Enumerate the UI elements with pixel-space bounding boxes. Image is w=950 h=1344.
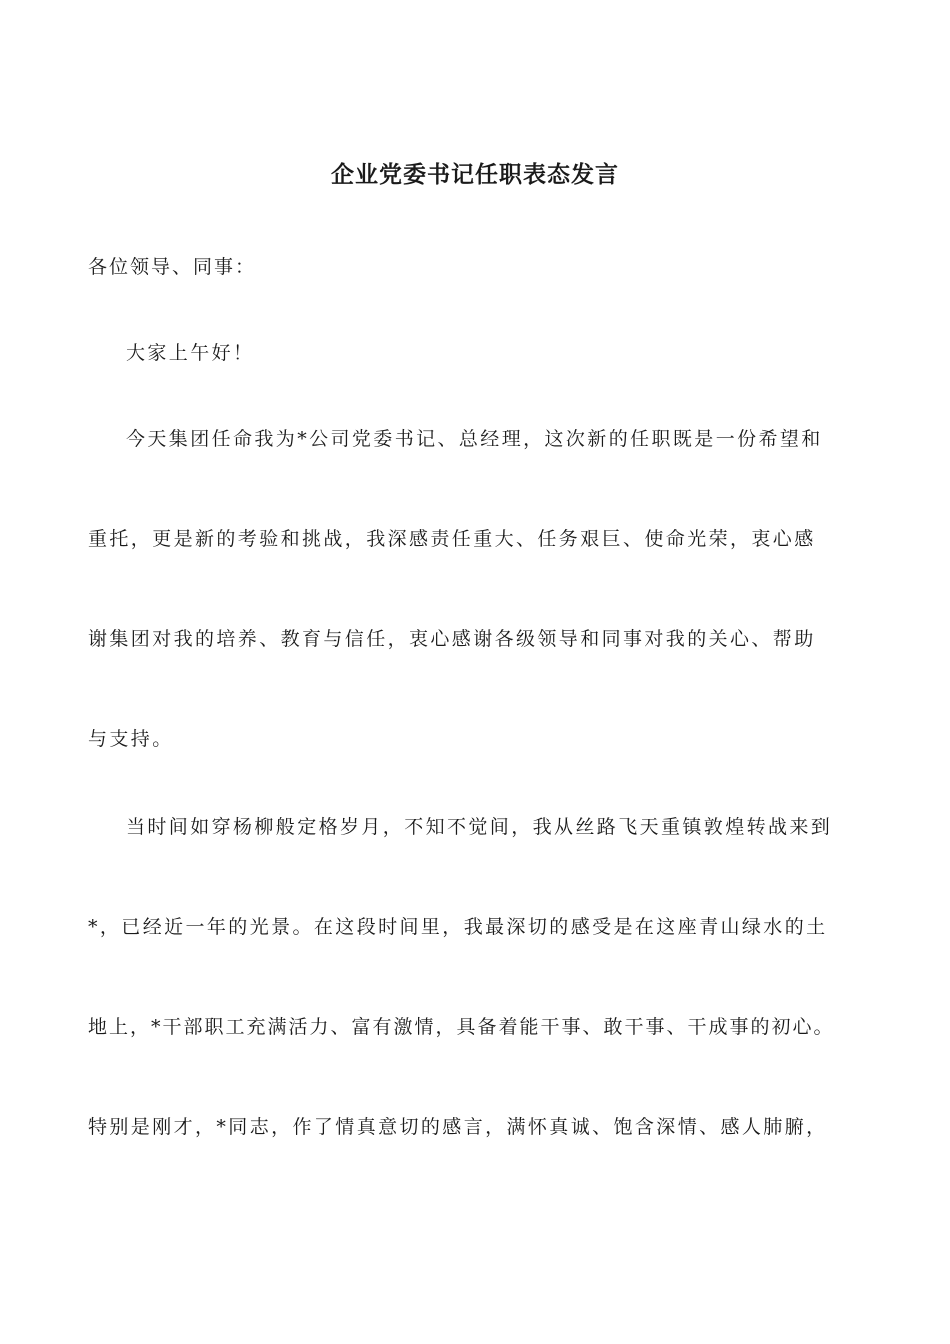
paragraph-line: 今天集团任命我为*公司党委书记、总经理，这次新的任职既是一份希望和 — [126, 428, 823, 450]
paragraph-line: *，已经近一年的光景。在这段时间里，我最深切的感受是在这座青山绿水的土 — [88, 916, 828, 938]
paragraph-line: 当时间如穿杨柳般定格岁月，不知不觉间，我从丝路飞天重镇敦煌转战来到 — [126, 816, 833, 838]
paragraph-line: 地上，*干部职工充满活力、富有激情，具备着能干事、敢干事、干成事的初心。 — [88, 1016, 835, 1038]
paragraph-line: 与支持。 — [88, 728, 174, 750]
salutation: 各位领导、同事： — [88, 256, 257, 278]
paragraph-line: 重托，更是新的考验和挑战，我深感责任重大、任务艰巨、使命光荣，衷心感 — [88, 528, 816, 550]
paragraph-line: 谢集团对我的培养、教育与信任，衷心感谢各级领导和同事对我的关心、帮助 — [88, 628, 816, 650]
paragraph-line: 特别是刚才，*同志，作了情真意切的感言，满怀真诚、饱含深情、感人肺腑， — [88, 1116, 828, 1138]
paragraph-line: 大家上午好！ — [126, 342, 255, 364]
document-title: 企业党委书记任职表态发言 — [331, 161, 619, 188]
